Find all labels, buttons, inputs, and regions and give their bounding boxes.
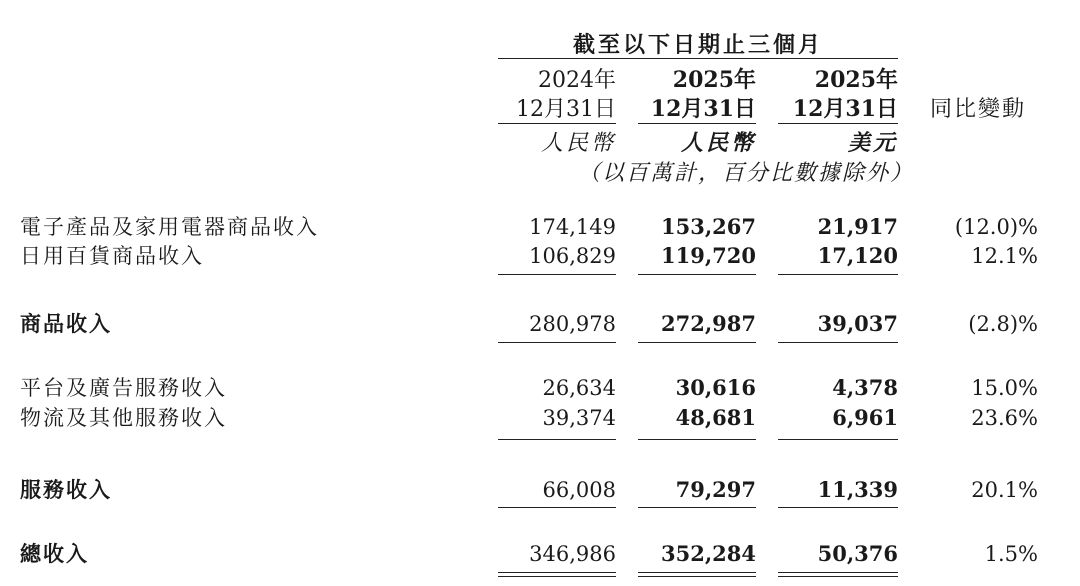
row-label: 總收入 — [20, 541, 89, 566]
col-2024-date: 12月31日 — [516, 97, 616, 122]
subtotal-rule — [638, 507, 756, 508]
row-label: 物流及其他服務收入 — [20, 406, 227, 430]
cell-yoy: 23.6% — [971, 406, 1038, 430]
units-note: （以百萬計，百分比數據除外） — [578, 161, 915, 186]
col-2025-date: 12月31日 — [650, 96, 756, 122]
total-double-rule — [638, 572, 756, 577]
cell-2024: 280,978 — [529, 312, 616, 336]
col-usd-underline — [778, 123, 898, 124]
cell-2024: 346,986 — [529, 542, 616, 566]
cell-2025: 272,987 — [661, 311, 756, 336]
cell-usd: 4,378 — [832, 375, 898, 400]
subtotal-rule — [498, 342, 616, 343]
period-underline — [498, 58, 898, 59]
subtotal-rule — [498, 274, 616, 275]
row-label: 平台及廣告服務收入 — [20, 376, 227, 400]
cell-usd: 39,037 — [817, 311, 898, 336]
subtotal-rule — [638, 439, 756, 440]
subtotal-rule — [778, 439, 898, 440]
cell-2024: 26,634 — [542, 376, 616, 400]
cell-2024: 39,374 — [542, 406, 616, 430]
subtotal-rule — [638, 274, 756, 275]
col-2025-year: 2025年 — [672, 67, 756, 93]
total-double-rule — [498, 572, 616, 577]
cell-usd: 17,120 — [817, 243, 898, 268]
col-2024-underline — [498, 123, 616, 124]
col-2024-year: 2024年 — [538, 68, 616, 93]
cell-2025: 119,720 — [661, 243, 756, 268]
total-double-rule — [778, 572, 898, 577]
cell-yoy: 12.1% — [971, 244, 1038, 268]
subtotal-rule — [498, 439, 616, 440]
col-usd-currency: 美元 — [847, 130, 898, 156]
cell-2025: 79,297 — [675, 477, 756, 502]
cell-usd: 6,961 — [832, 405, 898, 430]
subtotal-rule — [778, 507, 898, 508]
col-2024-currency: 人民幣 — [540, 131, 616, 156]
cell-2024: 66,008 — [542, 478, 616, 502]
col-2025-currency: 人民幣 — [680, 130, 756, 156]
subtotal-rule — [778, 274, 898, 275]
col-2025-underline — [638, 123, 756, 124]
cell-2025: 352,284 — [661, 541, 756, 566]
col-usd-date: 12月31日 — [792, 96, 898, 122]
subtotal-rule — [498, 507, 616, 508]
cell-2025: 30,616 — [675, 375, 756, 400]
row-label: 商品收入 — [20, 311, 112, 336]
subtotal-rule — [778, 342, 898, 343]
cell-usd: 11,339 — [817, 477, 898, 502]
cell-2025: 48,681 — [675, 405, 756, 430]
cell-yoy: 20.1% — [971, 478, 1038, 502]
period-title: 截至以下日期止三個月 — [572, 32, 823, 58]
cell-yoy: (12.0)% — [954, 215, 1038, 239]
row-label: 服務收入 — [20, 477, 112, 502]
col-usd-year: 2025年 — [814, 67, 898, 93]
cell-2025: 153,267 — [661, 214, 756, 239]
cell-usd: 50,376 — [817, 541, 898, 566]
cell-2024: 174,149 — [529, 215, 616, 239]
cell-yoy: (2.8)% — [968, 312, 1038, 336]
subtotal-rule — [638, 342, 756, 343]
yoy-header: 同比變動 — [930, 97, 1027, 122]
row-label: 電子產品及家用電器商品收入 — [20, 215, 319, 239]
cell-yoy: 15.0% — [971, 376, 1038, 400]
row-label: 日用百貨商品收入 — [20, 244, 204, 268]
cell-usd: 21,917 — [817, 214, 898, 239]
cell-yoy: 1.5% — [984, 542, 1038, 566]
cell-2024: 106,829 — [529, 244, 616, 268]
